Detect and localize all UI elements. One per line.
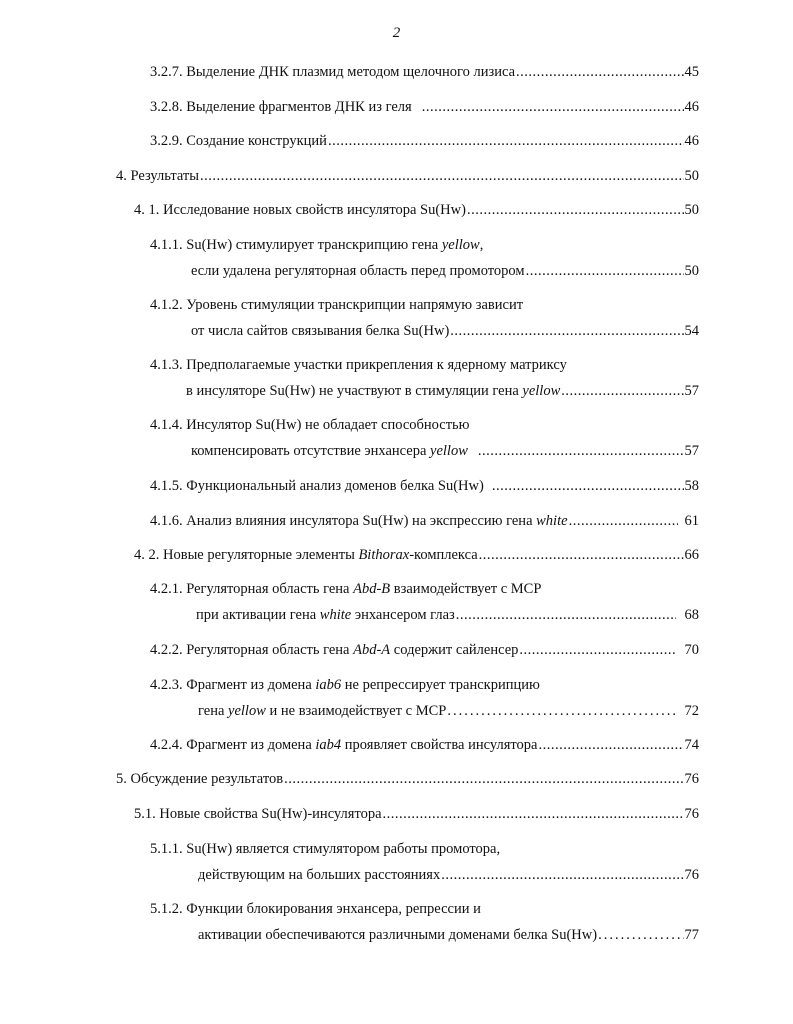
toc-page-number: 76: [684, 806, 699, 822]
toc-entry-title: [150, 736, 537, 754]
toc-entry-title-text: -комплекса: [409, 547, 478, 563]
toc-entry-5: [116, 770, 699, 788]
toc-page-number: 68: [684, 607, 699, 623]
toc-leader-dots: [447, 702, 677, 720]
toc-entry-4-2-3-line2: [198, 702, 699, 720]
toc-entry-title: от числа сайтов связывания белка Su(Hw): [191, 323, 450, 339]
toc-page-number: 57: [684, 443, 699, 459]
gene-name: white: [536, 513, 568, 529]
toc-page-number: 76: [684, 771, 699, 787]
toc-leader-dots: [538, 736, 683, 754]
toc-entry-4-2-4: [150, 736, 699, 754]
toc-entry-4-1: [134, 201, 699, 219]
toc-entry-4-1-4-line2: [191, 442, 699, 460]
toc-entry-4-1-2-line1: [150, 296, 523, 314]
toc-page-number: 45: [684, 64, 699, 80]
toc-entry-5-1-2-line1: [150, 900, 481, 918]
domain-name: iab6: [315, 677, 342, 693]
toc-entry-title-text: и не взаимодействует с МСР: [265, 703, 447, 719]
toc-leader-dots: [456, 606, 676, 624]
toc-page-number: 61: [684, 513, 699, 529]
toc-entry-3-2-9: [150, 132, 699, 150]
toc-entry-title-text: 4. 2. Новые регуляторные элементы: [134, 547, 359, 563]
toc-entry-4-2-3-line1: [150, 676, 540, 694]
toc-entry-title-text: 4.2.2. Регуляторная область гена: [150, 642, 354, 658]
toc-entry-title-text: гена: [198, 703, 229, 719]
toc-entry-4-1-1-line2: [191, 262, 699, 280]
toc-page-number: 50: [684, 263, 699, 279]
toc-entry-title: 4.1.5. Функциональный анализ доменов белка Su(Hw): [150, 478, 484, 494]
toc-entry-title-text: 4.1.6. Анализ влияния инсулятора Su(Hw) на экспрессию гена: [150, 513, 537, 529]
toc-entry-title: [150, 641, 518, 659]
toc-entry-title: 4. 1. Исследование новых свойств инсулятора Su(Hw): [134, 202, 466, 218]
toc-entry-title: 5. Обсуждение результатов: [116, 771, 284, 787]
toc-entry-title: активации обеспечиваются различными доменами белка Su(Hw): [198, 927, 598, 943]
toc-entry-title: 5.1.2. Функции блокирования энхансера, репрессии и: [150, 901, 481, 917]
toc-page-number: 66: [684, 547, 699, 563]
page-number: 2: [392, 25, 401, 41]
toc-entry-4-1-3-line2: [186, 382, 699, 400]
toc-entry-5-1-1-line2: [198, 866, 699, 884]
toc-entry-title-text: содержит сайленсер: [390, 642, 519, 658]
gene-name: yellow: [522, 383, 561, 399]
toc-entry-title: ,: [479, 237, 484, 253]
toc-entry-4-1-6: [150, 512, 699, 530]
gene-name: yellow: [430, 443, 468, 459]
toc-entry-title-text: компенсировать отсутствие энхансера: [191, 443, 431, 459]
toc-entry-4-2-2: [150, 641, 699, 659]
toc-leader-dots: [200, 167, 684, 185]
toc-entry-title: 4.2.3. Фрагмент из домена: [150, 677, 316, 693]
toc-leader-dots: [479, 546, 684, 564]
toc-leader-dots: [284, 770, 683, 788]
toc-entry-title: 4.1.1. Su(Hw) стимулирует транскрипцию гена: [150, 237, 442, 253]
toc-entry-title: взаимодействует с МСР: [390, 581, 542, 597]
toc-entry-title-text: проявляет свойства инсулятора: [341, 737, 538, 753]
gene-name: Abd-B: [353, 581, 391, 597]
toc-leader-dots: [422, 98, 684, 116]
toc-leader-dots: [561, 382, 683, 400]
toc-entry-4-1-2-line2: [191, 322, 699, 340]
toc-entry-title: 4.2.1. Регуляторная область гена: [150, 581, 354, 597]
toc-entry-4-1-5: [150, 477, 699, 495]
toc-leader-dots: [516, 63, 683, 81]
toc-entry-title: действующим на больших расстояниях: [198, 867, 441, 883]
toc-entry-title: 3.2.8. Выделение фрагментов ДНК из геля: [150, 99, 412, 115]
toc-entry-3-2-8: [150, 98, 699, 116]
toc-page-number: 74: [684, 737, 699, 753]
toc-leader-dots: [450, 322, 683, 340]
toc-entry-title-text: в инсуляторе Su(Hw) не участвуют в стимуляции гена: [186, 383, 523, 399]
toc-entry-4-2-1-line2: [196, 606, 699, 624]
toc-entry-title: не репрессирует транскрипцию: [341, 677, 540, 693]
toc-page-number: 72: [684, 703, 699, 719]
toc-entry-title-text: энхансером глаз: [351, 607, 455, 623]
toc-page-number: 57: [684, 383, 699, 399]
toc-entry-title: 4.1.3. Предполагаемые участки прикрепления к ядерному матриксу: [150, 357, 567, 373]
toc-page-number: 50: [684, 202, 699, 218]
toc-page-number: 76: [684, 867, 699, 883]
toc-leader-dots: [383, 805, 684, 823]
toc-entry-4-1-1-line1: [150, 236, 483, 254]
toc-entry-4-1-3-line1: [150, 356, 567, 374]
toc-leader-dots: [492, 477, 684, 495]
toc-entry-title: если удалена регуляторная область перед промотором: [191, 263, 525, 279]
toc-entry-title: [150, 512, 568, 530]
toc-entry-title: [198, 702, 446, 720]
toc-page-number: 58: [684, 478, 699, 494]
toc-page-number: 46: [684, 99, 699, 115]
toc-entry-title: 5.1. Новые свойства Su(Hw)-инсулятора: [134, 806, 382, 822]
toc-entry-5-1: [134, 805, 699, 823]
toc-page-number: 70: [684, 642, 699, 658]
toc-entry-title: 4. Результаты: [116, 168, 199, 184]
toc-page-number: 77: [684, 927, 699, 943]
toc-entry-title: 4.1.4. Инсулятор Su(Hw) не обладает способностью: [150, 417, 470, 433]
toc-entry-4-2: [134, 546, 699, 564]
toc-leader-dots: [328, 132, 684, 150]
gene-name: yellow: [228, 703, 266, 719]
toc-entry-title: [196, 606, 455, 624]
toc-page-number: 54: [684, 323, 699, 339]
domain-name: iab4: [315, 737, 342, 753]
toc-leader-dots: [478, 442, 684, 460]
toc-entry-4-1-4-line1: [150, 416, 469, 434]
toc-leader-dots: [441, 866, 683, 884]
toc-entry-5-1-2-line2: [198, 926, 699, 944]
complex-name: Bithorax: [358, 547, 410, 563]
toc-page-number: 50: [684, 168, 699, 184]
toc-page-number: 46: [684, 133, 699, 149]
toc-entry-title: 3.2.7. Выделение ДНК плазмид методом щелочного лизиса: [150, 64, 516, 80]
toc-entry-title: [134, 546, 478, 564]
toc-leader-dots: [519, 641, 675, 659]
toc-entry-title-text: 4.2.4. Фрагмент из домена: [150, 737, 316, 753]
toc-entry-5-1-1-line1: [150, 840, 500, 858]
toc-entry-4-2-1-line1: [150, 580, 541, 598]
gene-name: white: [319, 607, 352, 623]
toc-entry-title: 3.2.9. Создание конструкций: [150, 133, 327, 149]
toc-entry-title: [186, 382, 560, 400]
toc-leader-dots: [569, 512, 678, 530]
gene-name: Abd-A: [353, 642, 391, 658]
toc-leader-dots: [467, 201, 684, 219]
toc-entry-title: 4.1.2. Уровень стимуляции транскрипции напрямую зависит: [150, 297, 524, 313]
toc-entry-title: [191, 442, 468, 460]
toc-entry-3-2-7: [150, 63, 699, 81]
toc-entry-title-text: при активации гена: [196, 607, 320, 623]
toc-entry-4: [116, 167, 699, 185]
gene-name: yellow: [441, 237, 480, 253]
toc-entry-title: 5.1.1. Su(Hw) является стимулятором работы промотора,: [150, 841, 501, 857]
toc-leader-dots: [526, 262, 684, 280]
toc-leader-dots: [598, 926, 683, 944]
